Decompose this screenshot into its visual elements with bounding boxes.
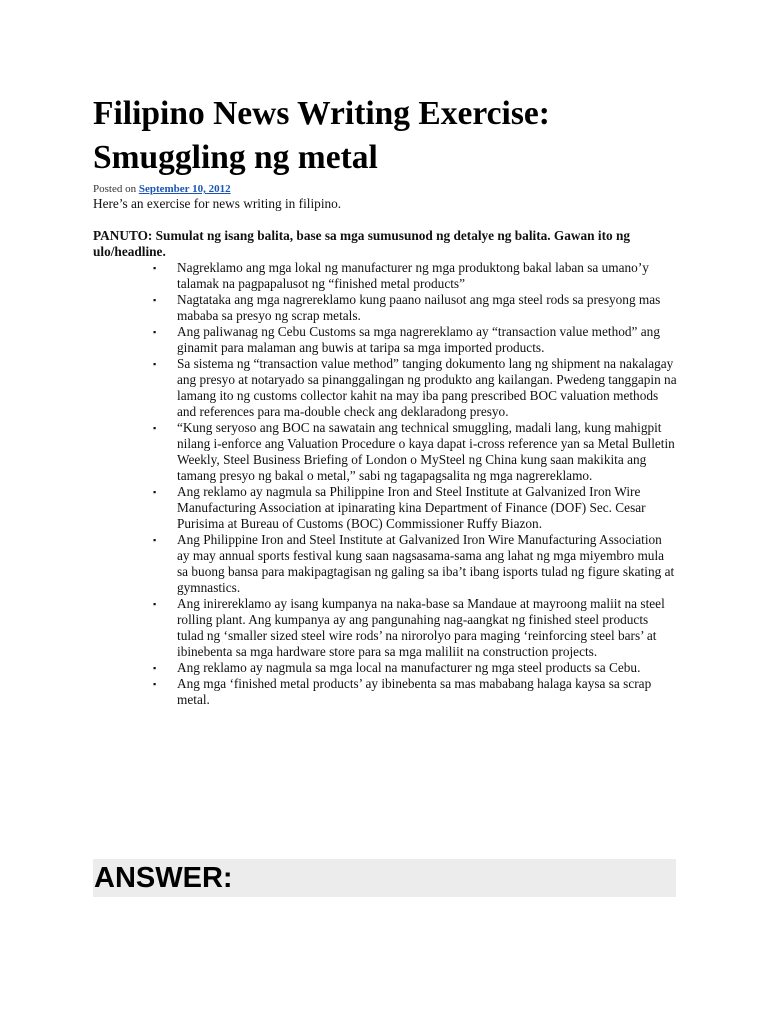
list-item-text: “Kung seryoso ang BOC na sawatain ang technical smuggling, madali lang, kung mahigpit nilang i-enforce ang Valuation Procedure o kaya dapat i-cross reference yan sa Metal Bulletin Weekly, Steel Business Briefing of London o MySteel ng China kung saan makikita ang tamang presyo ng bakal o metal,” sabi ng tagapagsalita ng mga nagrereklamo. [177, 420, 675, 483]
list-item [93, 324, 677, 356]
intro-text: Here’s an exercise for news writing in filipino. [93, 196, 342, 211]
list-item-text: Sa sistema ng “transaction value method” tanging dokumento lang ng shipment na nakalagay ang presyo at notaryado sa pinanggalingan ng produkto ang kailangan. Pwedeng tanggapin na lamang ito ng customs collector kahit na may iba pang prescribed BOC valuation methods and references para ma-double check ang deklaradong presyo. [177, 356, 677, 419]
bullet-icon: ▪ [153, 535, 157, 545]
list-item-text: Ang paliwanag ng Cebu Customs sa mga nagrereklamo ay “transaction value method” ang ginamit para malaman ang buwis at taripa sa mga imported products. [177, 324, 660, 355]
bullet-icon: ▪ [153, 263, 157, 273]
list-item [93, 356, 677, 420]
answer-section [93, 859, 676, 897]
facts-list [93, 260, 683, 708]
instructions-text: PANUTO: Sumulat ng isang balita, base sa mga sumusunod ng detalye ng balita. Gawan ito ng ulo/headline. [93, 228, 631, 259]
posted-prefix: Posted on [93, 183, 137, 195]
bullet-icon: ▪ [153, 295, 157, 305]
list-item-text: Nagreklamo ang mga lokal ng manufacturer ng mga produktong bakal laban sa umano’y talamak na pagpapalusot ng “finished metal products” [177, 260, 649, 291]
list-item [93, 596, 677, 660]
bullet-icon: ▪ [153, 679, 157, 689]
posted-date-link[interactable]: September 10, 2012 [138, 183, 231, 195]
post-meta [93, 183, 683, 196]
bullet-icon: ▪ [153, 423, 157, 433]
list-item [93, 292, 677, 324]
list-item-text: Ang mga ‘finished metal products’ ay ibinebenta sa mas mababang halaga kaysa sa scrap metal. [177, 676, 652, 707]
page-title: Filipino News Writing Exercise: Smuggling ng metal [93, 95, 550, 176]
article [93, 92, 683, 708]
list-item-text: Ang reklamo ay nagmula sa Philippine Iron and Steel Institute at Galvanized Iron Wire Manufacturing Association at ipinarating kina Department of Finance (DOF) Sec. Cesar Purisima at Bureau of Customs (BOC) Commissioner Ruffy Biazon. [177, 484, 646, 531]
bullet-icon: ▪ [153, 487, 157, 497]
bullet-icon: ▪ [153, 663, 157, 673]
list-item-text: Ang reklamo ay nagmula sa mga local na manufacturer ng mga steel products sa Cebu. [177, 660, 641, 675]
bullet-icon: ▪ [153, 359, 157, 369]
list-item [93, 660, 677, 676]
answer-heading: ANSWER: [94, 862, 233, 894]
bullet-icon: ▪ [153, 599, 157, 609]
list-item-text: Ang Philippine Iron and Steel Institute at Galvanized Iron Wire Manufacturing Association ay may annual sports festival kung saan nagsasama-sama ang lahat ng mga miyembro mula sa buong bansa para makipagtagisan ng galing sa iba’t ibang isports tulad ng figure skating at gymnastics. [177, 532, 675, 595]
list-item [93, 420, 677, 484]
bullet-icon: ▪ [153, 327, 157, 337]
list-item [93, 484, 677, 532]
list-item [93, 532, 677, 596]
list-item-text: Nagtataka ang mga nagrereklamo kung paano nailusot ang mga steel rods sa presyong mas mababa sa presyo ng scrap metals. [177, 292, 661, 323]
list-item-text: Ang inirereklamo ay isang kumpanya na naka-base sa Mandaue at mayroong maliit na steel rolling plant. Ang kumpanya ay ang pangunahing nag-aangkat ng finished steel products tulad ng ‘smaller sized steel wire rods’ na nirorolyo para maging ‘reinforcing steel bars’ at ibinebenta sa mga hardware store para sa mga maliliit na construction projects. [177, 596, 665, 659]
list-item [93, 676, 677, 708]
list-item [93, 260, 677, 292]
